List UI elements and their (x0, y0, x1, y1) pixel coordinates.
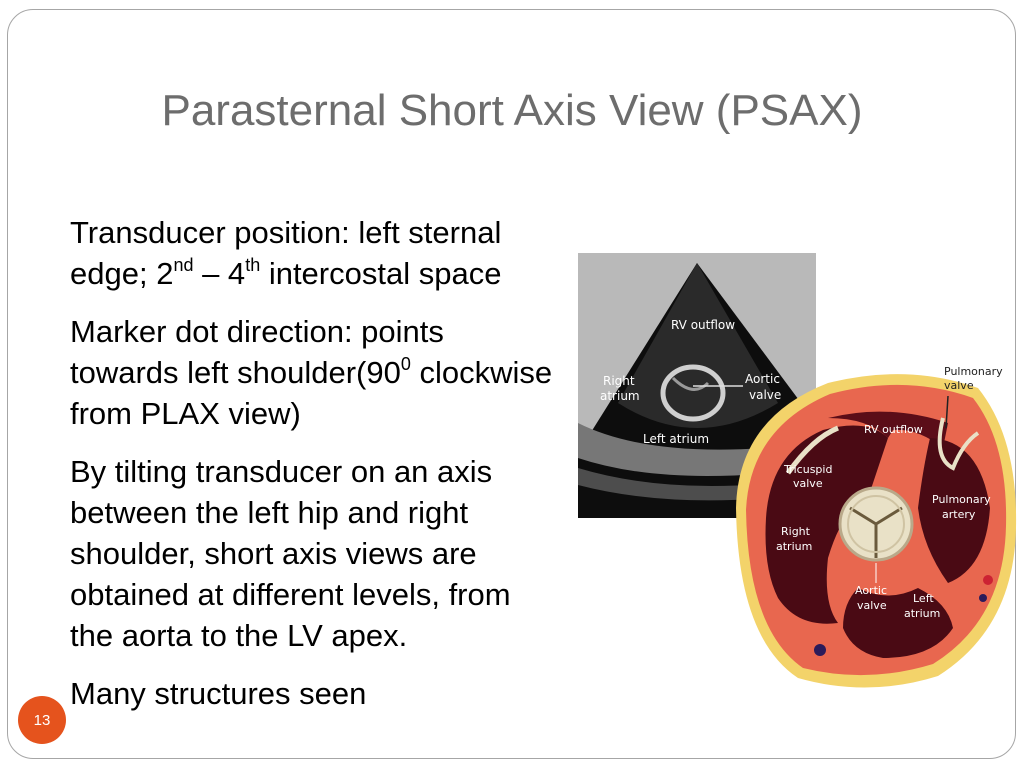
page-number-badge: 13 (18, 696, 66, 744)
bullet-marker-dot: Marker dot direction: points towards left $shoulder(90^0$ clockwise from PLAX view) (70, 314, 553, 431)
bullet-tilting: By tilting transducer on an axis between the left hip and right shoulder, short axis views are obtained at different levels, from the aorta to the LV apex. (70, 454, 511, 653)
echo-label-aortic-valve-2: valve (749, 388, 782, 402)
heart-label-tricuspid-valve-1: Tricuspid (784, 463, 833, 476)
echo-label-right-atrium-2: atrium (600, 389, 640, 403)
echo-label-aortic-valve-1: Aortic (745, 372, 780, 386)
bullet-list (70, 212, 560, 731)
heart-label-left-atrium-1: Left (913, 592, 934, 605)
echo-label-right-atrium-1: Right (603, 374, 635, 388)
heart-label-pulmonary-valve-1: Pulmonary (944, 365, 1003, 378)
echo-label-left-atrium: Left atrium (643, 432, 710, 446)
heart-label-left-atrium-2: atrium (904, 607, 941, 620)
echo-label-rv-outflow: RV outflow (671, 318, 736, 332)
heart-label-aortic-valve-2: valve (857, 599, 887, 612)
heart-label-pulmonary-artery-1: Pulmonary (932, 493, 991, 506)
heart-label-pulmonary-valve-2: valve (944, 379, 974, 392)
slide-title: Parasternal Short Axis View (PSAX) (161, 86, 863, 135)
heart-label-pulmonary-artery-2: artery (942, 508, 976, 521)
heart-label-rv-outflow: RV outflow (864, 423, 923, 436)
heart-label-right-atrium-1: Right (781, 525, 810, 538)
bullet-transducer-position: Transducer position: left sternal edge; 2nd – 4th intercostal space (70, 215, 502, 291)
heart-label-tricuspid-valve-2: valve (793, 477, 823, 490)
heart-cross-section-diagram (718, 358, 1018, 698)
heart-label-right-atrium-2: atrium (776, 540, 813, 553)
heart-label-aortic-valve-1: Aortic (855, 584, 888, 597)
bullet-structures: Many structures seen (70, 676, 367, 711)
